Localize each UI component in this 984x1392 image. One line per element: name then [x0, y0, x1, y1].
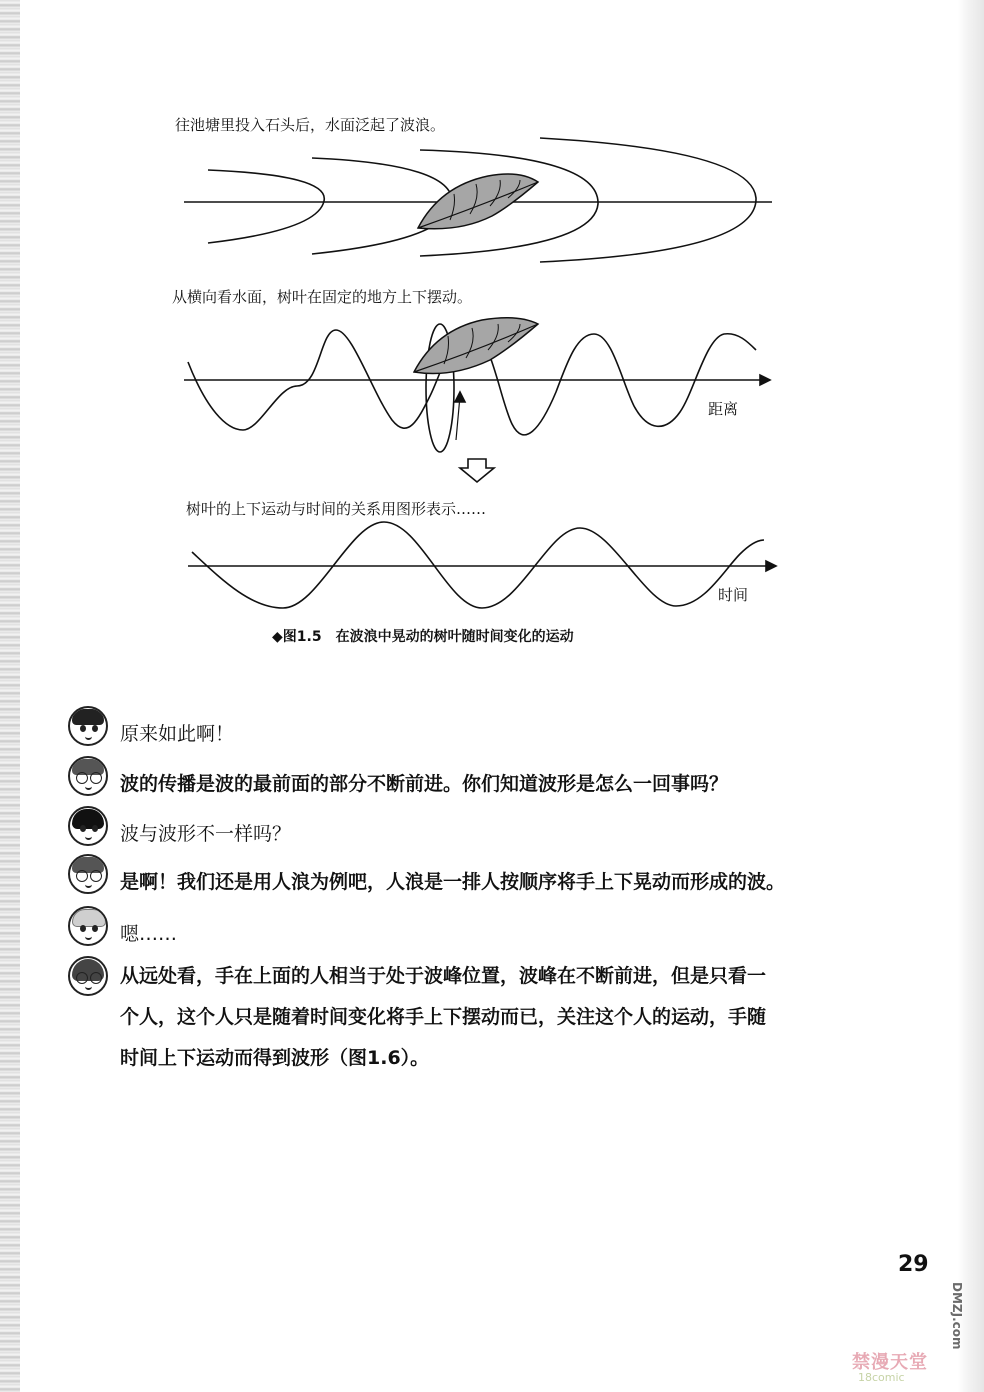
dialogue-text-1: 原来如此啊！ [120, 723, 235, 745]
dialogue-text-6 [120, 956, 880, 1079]
ripple-arc-1 [208, 170, 324, 243]
watermark-sub: 18comic [858, 1371, 905, 1384]
distance-axis-arrow [760, 375, 770, 385]
girl-light-hair-avatar [68, 906, 108, 946]
time-wave [192, 522, 764, 608]
watermark-vertical: DMZJ.com [950, 1282, 964, 1350]
time-panel [188, 522, 776, 608]
dialogue-text-5: 嗯…… [120, 923, 178, 945]
girl-long-hair-avatar [68, 806, 108, 846]
caption-bottom: 树叶的上下运动与时间的关系用图形表示…… [186, 500, 487, 518]
dialogue-text-3: 波与波形不一样吗？ [120, 823, 292, 845]
woman-long-hair-glasses-avatar [68, 956, 108, 996]
distance-panel [184, 318, 770, 452]
down-arrow-icon [460, 459, 494, 482]
leaf-icon-middle [414, 318, 538, 374]
ripple-panel [184, 138, 772, 262]
girl-short-hair-avatar [68, 706, 108, 746]
page-number: 29 [898, 1252, 929, 1277]
axis-label-distance: 距离 [708, 400, 739, 418]
woman-glasses-avatar [68, 854, 108, 894]
dialogue-text-6-line-2: 个人，这个人只是随着时间变化将手上下摆动而已，关注这个人的运动，手随 [120, 1006, 767, 1028]
ripple-arc-4 [540, 138, 756, 262]
ripple-arc-2 [312, 158, 452, 254]
dialogue-text-6-line-3: 时间上下运动而得到波形（图1.6）。 [120, 1047, 430, 1069]
caption-top: 往池塘里投入石头后，水面泛起了波浪。 [175, 116, 446, 134]
caption-middle: 从横向看水面，树叶在固定的地方上下摆动。 [172, 288, 473, 306]
figure-title: ◆图1.5 在波浪中晃动的树叶随时间变化的运动 [272, 629, 574, 645]
axis-label-time: 时间 [718, 586, 749, 604]
dialogue-text-4: 是啊！我们还是用人浪为例吧，人浪是一排人按顺序将手上下晃动而形成的波。 [120, 871, 786, 893]
dialogue-text-6-line-1: 从远处看，手在上面的人相当于处于波峰位置，波峰在不断前进，但是只看一 [120, 965, 767, 987]
time-axis-arrow [766, 561, 776, 571]
watermark-brand: 禁漫天堂 [852, 1352, 928, 1373]
woman-glasses-avatar [68, 756, 108, 796]
up-arrow-head [455, 392, 465, 402]
dialogue-text-2: 波的传播是波的最前面的部分不断前进。你们知道波形是怎么一回事吗？ [120, 773, 729, 795]
